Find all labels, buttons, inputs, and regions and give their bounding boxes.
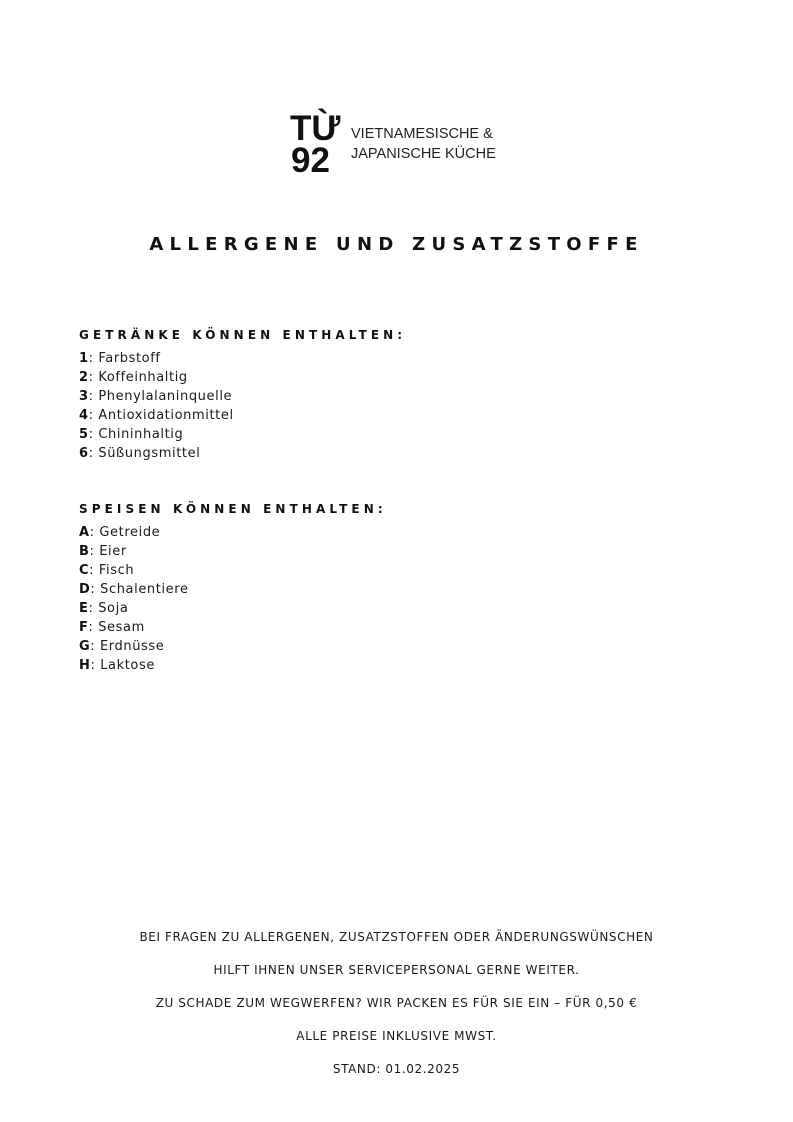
food-item: [79, 561, 387, 580]
logo-mark-line2: 92: [291, 141, 330, 180]
food-item: [79, 542, 387, 561]
drinks-item: [79, 444, 406, 463]
footer-notes: [0, 928, 793, 1093]
item-code: G: [79, 639, 91, 654]
item-code: 2: [79, 370, 89, 385]
item-label: : Fisch: [89, 563, 135, 578]
item-code: A: [79, 525, 90, 540]
food-item: [79, 618, 387, 637]
item-code: 5: [79, 427, 89, 442]
item-label: : Farbstoff: [88, 351, 161, 366]
item-code: C: [79, 563, 90, 578]
footer-line-prices: ALLE PREISE INKLUSIVE MWST.: [296, 1029, 497, 1043]
drinks-item: [79, 349, 406, 368]
item-label: : Süßungsmittel: [88, 446, 201, 461]
drinks-item: [79, 387, 406, 406]
item-label: : Getreide: [89, 525, 161, 540]
logo-tagline-line2: JAPANISCHE KÜCHE: [351, 146, 496, 162]
item-code: 6: [79, 446, 89, 461]
item-label: : Erdnüsse: [90, 639, 165, 654]
drinks-item: [79, 425, 406, 444]
item-code: E: [79, 601, 89, 616]
food-section: [79, 502, 387, 675]
drinks-section: [79, 328, 406, 463]
drinks-item: [79, 368, 406, 387]
food-item: [79, 599, 387, 618]
footer-line-service-staff: HILFT IHNEN UNSER SERVICEPERSONAL GERNE WEITER.: [213, 963, 580, 977]
item-label: : Antioxidationmittel: [88, 408, 234, 423]
item-label: : Phenylalaninquelle: [88, 389, 233, 404]
drinks-heading: GETRÄNKE KÖNNEN ENTHALTEN:: [79, 328, 407, 342]
item-label: : Schalentiere: [90, 582, 189, 597]
item-label: : Chininhaltig: [88, 427, 184, 442]
logo-tagline-line1: VIETNAMESISCHE &: [351, 126, 493, 142]
food-item: [79, 580, 387, 599]
item-code: H: [79, 658, 91, 673]
item-label: : Eier: [89, 544, 127, 559]
page-title: ALLERGENE UND ZUSATZSTOFFE: [149, 234, 644, 255]
restaurant-logo: [290, 107, 520, 179]
item-code: 3: [79, 389, 89, 404]
item-code: B: [79, 544, 90, 559]
logo-mark-line1: TỪ: [290, 109, 341, 148]
footer-line-allergen-questions: BEI FRAGEN ZU ALLERGENEN, ZUSATZSTOFFEN ODER ÄNDERUNGSWÜNSCHEN: [139, 930, 654, 944]
footer-line-date: STAND: 01.02.2025: [332, 1062, 461, 1076]
logo-tagline: [351, 124, 496, 164]
item-label: : Sesam: [88, 620, 145, 635]
item-label: : Laktose: [90, 658, 155, 673]
item-code: 1: [79, 351, 89, 366]
item-code: F: [79, 620, 89, 635]
footer-line-takeaway: ZU SCHADE ZUM WEGWERFEN? WIR PACKEN ES FÜR SIE EIN – FÜR 0,50 €: [155, 996, 638, 1010]
food-heading: SPEISEN KÖNNEN ENTHALTEN:: [79, 502, 387, 516]
item-label: : Koffeinhaltig: [88, 370, 188, 385]
food-item: [79, 656, 387, 675]
item-label: : Soja: [88, 601, 129, 616]
food-item: [79, 637, 387, 656]
drinks-item: [79, 406, 406, 425]
item-code: 4: [79, 408, 89, 423]
item-code: D: [79, 582, 91, 597]
food-item: [79, 523, 387, 542]
